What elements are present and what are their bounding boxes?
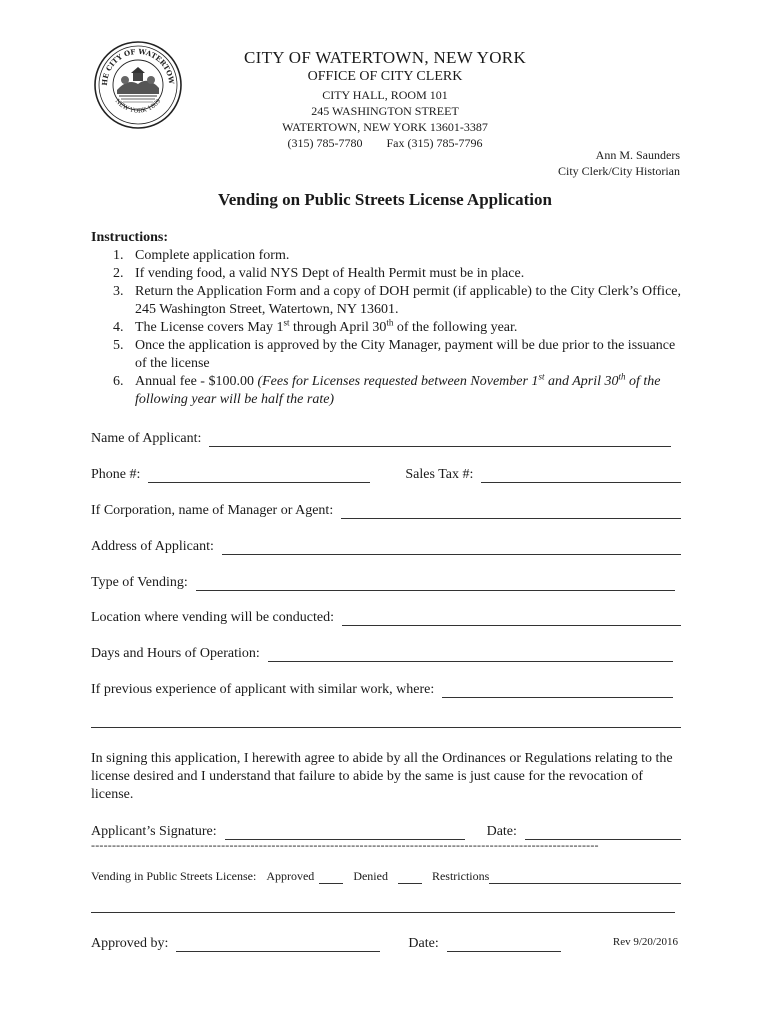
- days-hours-label: Days and Hours of Operation:: [91, 646, 260, 661]
- clerk-name: Ann M. Saunders: [595, 148, 680, 162]
- address-of-applicant-label: Address of Applicant:: [91, 539, 214, 554]
- vending-location-line[interactable]: [342, 611, 681, 626]
- agreement-statement: In signing this application, I herewith agree to abide by all the Ordinances or Regulations relating to the license desired and I understand that failure to abide by the same is just cause for the revocation of license.: [91, 751, 673, 802]
- type-of-vending-label: Type of Vending:: [91, 575, 188, 590]
- address-line-3: WATERTOWN, NEW YORK 13601-3387: [282, 120, 488, 134]
- corporation-manager-line[interactable]: [341, 504, 681, 519]
- office-use-row: [91, 866, 681, 884]
- days-hours-line[interactable]: [268, 647, 673, 662]
- signature-row: [91, 820, 681, 840]
- address-of-applicant-field[interactable]: [91, 535, 681, 555]
- name-of-applicant-field[interactable]: [91, 427, 681, 447]
- phone-sales-tax-row: [91, 463, 681, 483]
- phone-number: (315) 785-7780: [287, 136, 363, 150]
- signature-label: Applicant’s Signature:: [91, 824, 217, 839]
- instructions-heading: Instructions:: [91, 230, 169, 245]
- corporation-manager-label: If Corporation, name of Manager or Agent:: [91, 503, 334, 518]
- instruction-item: 5. Once the application is approved by the City Manager, payment will be due prior to the issuance of the license: [113, 338, 676, 371]
- instructions-list: [113, 247, 683, 409]
- phone-line[interactable]: [148, 468, 370, 483]
- separator-dashes: -------------------------------------------------------------------------------------------------------------------------: [91, 838, 599, 852]
- seal-text-top: HE CITY OF WATERTOW: [99, 46, 177, 86]
- previous-experience-label: If previous experience of applicant with similar work, where:: [91, 682, 435, 697]
- approval-date-line[interactable]: [447, 937, 561, 952]
- vending-location-field[interactable]: [91, 606, 681, 626]
- approved-by-label: Approved by:: [91, 936, 169, 951]
- instruction-item: 1. Complete application form.: [113, 248, 290, 263]
- approved-by-line[interactable]: [176, 937, 380, 952]
- restrictions-blank[interactable]: [489, 871, 681, 884]
- type-of-vending-line[interactable]: [196, 576, 675, 591]
- approved-blank[interactable]: [319, 871, 343, 884]
- restrictions-continuation-line[interactable]: [91, 912, 675, 913]
- instruction-item: 6. Annual fee - $100.00 (Fees for Licenses requested between November 1st and April 30th of the following year will be half the rate): [113, 371, 661, 407]
- previous-experience-field[interactable]: [91, 678, 681, 698]
- address-of-applicant-line[interactable]: [222, 540, 681, 555]
- vending-location-label: Location where vending will be conducted:: [91, 610, 334, 625]
- corporation-manager-field[interactable]: [91, 499, 681, 519]
- name-of-applicant-line[interactable]: [209, 432, 671, 447]
- document-title: Vending on Public Streets License Application: [218, 190, 552, 209]
- name-of-applicant-label: Name of Applicant:: [91, 431, 202, 446]
- fax-number: Fax (315) 785-7796: [386, 136, 483, 150]
- address-line-1: CITY HALL, ROOM 101: [322, 88, 448, 102]
- seal-text-bottom: NEW YORK 1869: [113, 97, 163, 115]
- denied-blank[interactable]: [398, 871, 422, 884]
- signature-date-label: Date:: [486, 824, 517, 839]
- contact-line: [160, 136, 610, 151]
- instruction-item: 3. Return the Application Form and a copy of DOH permit (if applicable) to the City Clerk’s Office, 245 Washington Street, Watertown, NY 13601.: [113, 284, 681, 317]
- days-hours-field[interactable]: [91, 642, 681, 662]
- city-name: CITY OF WATERTOWN, NEW YORK: [243, 48, 527, 67]
- office-name: OFFICE OF CITY CLERK: [307, 69, 463, 84]
- sales-tax-line[interactable]: [481, 468, 681, 483]
- clerk-title: City Clerk/City Historian: [558, 164, 680, 178]
- instruction-item: 2. If vending food, a valid NYS Dept of Health Permit must be in place.: [113, 266, 525, 281]
- sales-tax-label: Sales Tax #:: [405, 467, 474, 482]
- type-of-vending-field[interactable]: [91, 571, 681, 591]
- svg-text:NEW YORK 1869: [114, 98, 163, 115]
- instruction-item: 4. The License covers May 1st through April 30th of the following year.: [113, 317, 518, 335]
- previous-experience-continuation-line[interactable]: [91, 727, 681, 728]
- approved-label: Approved: [266, 869, 315, 883]
- license-label: Vending in Public Streets License:: [91, 869, 257, 883]
- phone-label: Phone #:: [91, 467, 141, 482]
- previous-experience-line[interactable]: [442, 683, 673, 698]
- address-line-2: 245 WASHINGTON STREET: [311, 104, 459, 118]
- revision-date: Rev 9/20/2016: [612, 936, 678, 948]
- restrictions-label: Restrictions: [431, 869, 490, 883]
- approval-row: [91, 932, 561, 952]
- denied-label: Denied: [353, 869, 388, 883]
- approval-date-label: Date:: [408, 936, 439, 951]
